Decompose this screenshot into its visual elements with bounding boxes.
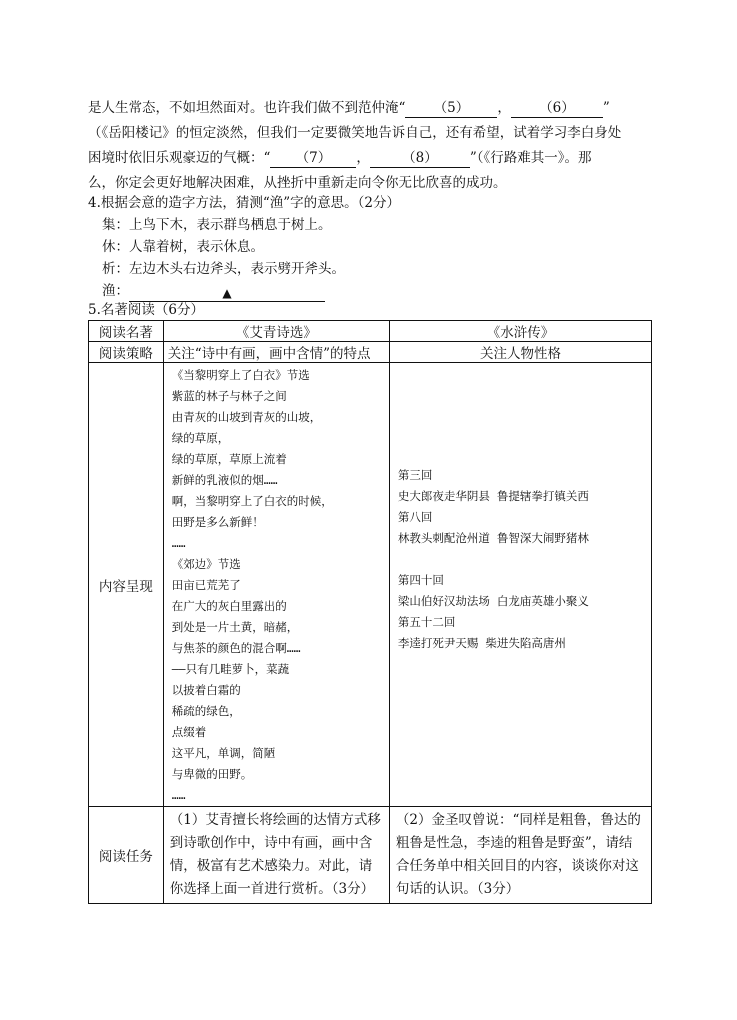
chapter-line: 史大郎夜走华阴县 鲁提辖拳打镇关西 [397,489,589,503]
task-row [89,807,652,904]
answer-row [88,280,648,302]
triangle-marker: ▲ [222,286,232,300]
poem-line: 《当黎明穿上了白衣》节选 [171,368,310,382]
paragraph-line-2: （《岳阳楼记》的恒定淡然，但我们一定要微笑地告诉自己，还有希望，试着学习李白身处 [88,125,622,141]
poem-line: 稀疏的绿色， [171,704,241,718]
fill-in-paragraph [88,96,658,196]
chapter-line: 林教头刺配沧州道 鲁智深大闹野猪林 [397,531,589,545]
paragraph-text: 困境时依旧乐观豪迈的气概：“ [88,150,271,166]
blank-6[interactable]: （6） [511,99,603,118]
chapter-line: 第四十回 [397,573,444,587]
close-quote: ” [602,100,610,116]
blank-8[interactable]: （8） [370,149,470,168]
chapter-gap [398,549,647,570]
poem-line: 在广大的灰白里露出的 [171,599,287,613]
poem-line: 啊，当黎明穿上了白衣的时候， [171,494,333,508]
paragraph-line-4: 么，你定会更好地解决困难，从挫折中重新走向令你无比欣喜的成功。 [88,175,507,191]
table-header-row [89,321,652,342]
blank-7[interactable]: （7） [270,149,356,168]
question-4 [88,192,648,302]
poem-line: 与焦茶的颜色的混合啊…… [171,641,301,655]
poem-line: …… [171,536,186,550]
question-5-title: 5.名著阅读（6分） [88,302,204,318]
poem-line: 《郊边》节选 [171,557,241,571]
content-row [89,363,652,807]
paragraph-text: 是人生常态，不如坦然面对。也许我们做不到范仲淹“ [88,100,406,116]
chapter-line: 第三回 [397,468,433,482]
content-label-cell: 内容呈现 [89,363,164,807]
header-label-cell: 阅读名著 [89,321,164,342]
poem-excerpts-cell [163,363,389,807]
paragraph-text: ”（《行路难其一》。那 [469,150,592,166]
example-ji: 集：上鸟下木，表示群鸟栖息于树上。 [102,217,332,233]
task-1-cell [163,807,389,904]
comma: ， [497,100,511,116]
strategy-shuihu-cell: 关注人物性格 [389,342,651,363]
example-xiu: 休：人靠着树，表示休息。 [102,239,264,255]
task-1-text: （1）艾青擅长将绘画的达情方式移到诗歌创作中，诗中有画，画中含情，极富有艺术感染力。对此，请你选择上面一首进行赏析。（3分） [169,812,381,897]
paragraph-line-3 [88,146,658,171]
chapter-line: 李逵打死尹天赐 柴进失陷高唐州 [397,636,566,650]
poem-line: 到处是一片土黄，暗赭， [171,620,299,634]
poem-line: 由青灰的山坡到青灰的山坡， [171,410,322,424]
task-label-cell: 阅读任务 [89,807,164,904]
poem-line: 绿的草原，草原上流着 [171,452,287,466]
chapter-line: 第五十二回 [397,615,456,629]
poem-line: 田野是多么新鲜！ [171,515,264,529]
reading-table [88,320,652,904]
example-xi: 析：左边木头右边斧头，表示劈开斧头。 [102,261,345,277]
chapter-list-cell [389,363,651,807]
poem-line: 绿的草原， [171,431,230,445]
poem-line: 与卑微的田野。 [171,767,253,781]
task-2-text: （2）金圣叹曾说：“同样是粗鲁，鲁达的粗鲁是性急，李逵的粗鲁是野蛮”，请结合任务单中相关回目的内容，谈谈你对这句话的认识。（3分） [395,812,641,897]
poem-line: 以披着白霜的 [171,683,241,697]
strategy-label-cell: 阅读策略 [89,342,164,363]
poem-line: …… [171,788,186,802]
poem-excerpts [168,363,385,806]
poem-line: 这平凡，单调，简陋 [171,746,276,760]
chapter-line: 梁山伯好汉劫法场 白龙庙英雄小聚义 [397,594,589,608]
chapter-line: 第八回 [397,510,433,524]
poem-line: ——只有几畦萝卜，菜蔬 [171,662,290,676]
comma: ， [356,150,370,166]
poem-line: 紫蓝的林子与林子之间 [171,389,287,403]
question-4-title: 4.根据会意的造字方法，猜测“渔”字的意思。（2分） [88,195,401,211]
answer-label: 渔： [102,283,129,299]
poem-line: 田亩已荒芜了 [171,578,241,592]
paragraph-line-1 [88,96,658,121]
poem-line: 点缀着 [171,725,207,739]
book-shuihu-cell: 《水浒传》 [389,321,651,342]
strategy-aiqing-cell: 关注“诗中有画，画中含情”的特点 [163,342,389,363]
poem-line: 新鲜的乳液似的烟…… [171,473,278,487]
book-aiqing-cell: 《艾青诗选》 [163,321,389,342]
chapter-list [394,465,647,654]
blank-5[interactable]: （5） [405,99,497,118]
task-2-cell [389,807,651,904]
strategy-row [89,342,652,363]
